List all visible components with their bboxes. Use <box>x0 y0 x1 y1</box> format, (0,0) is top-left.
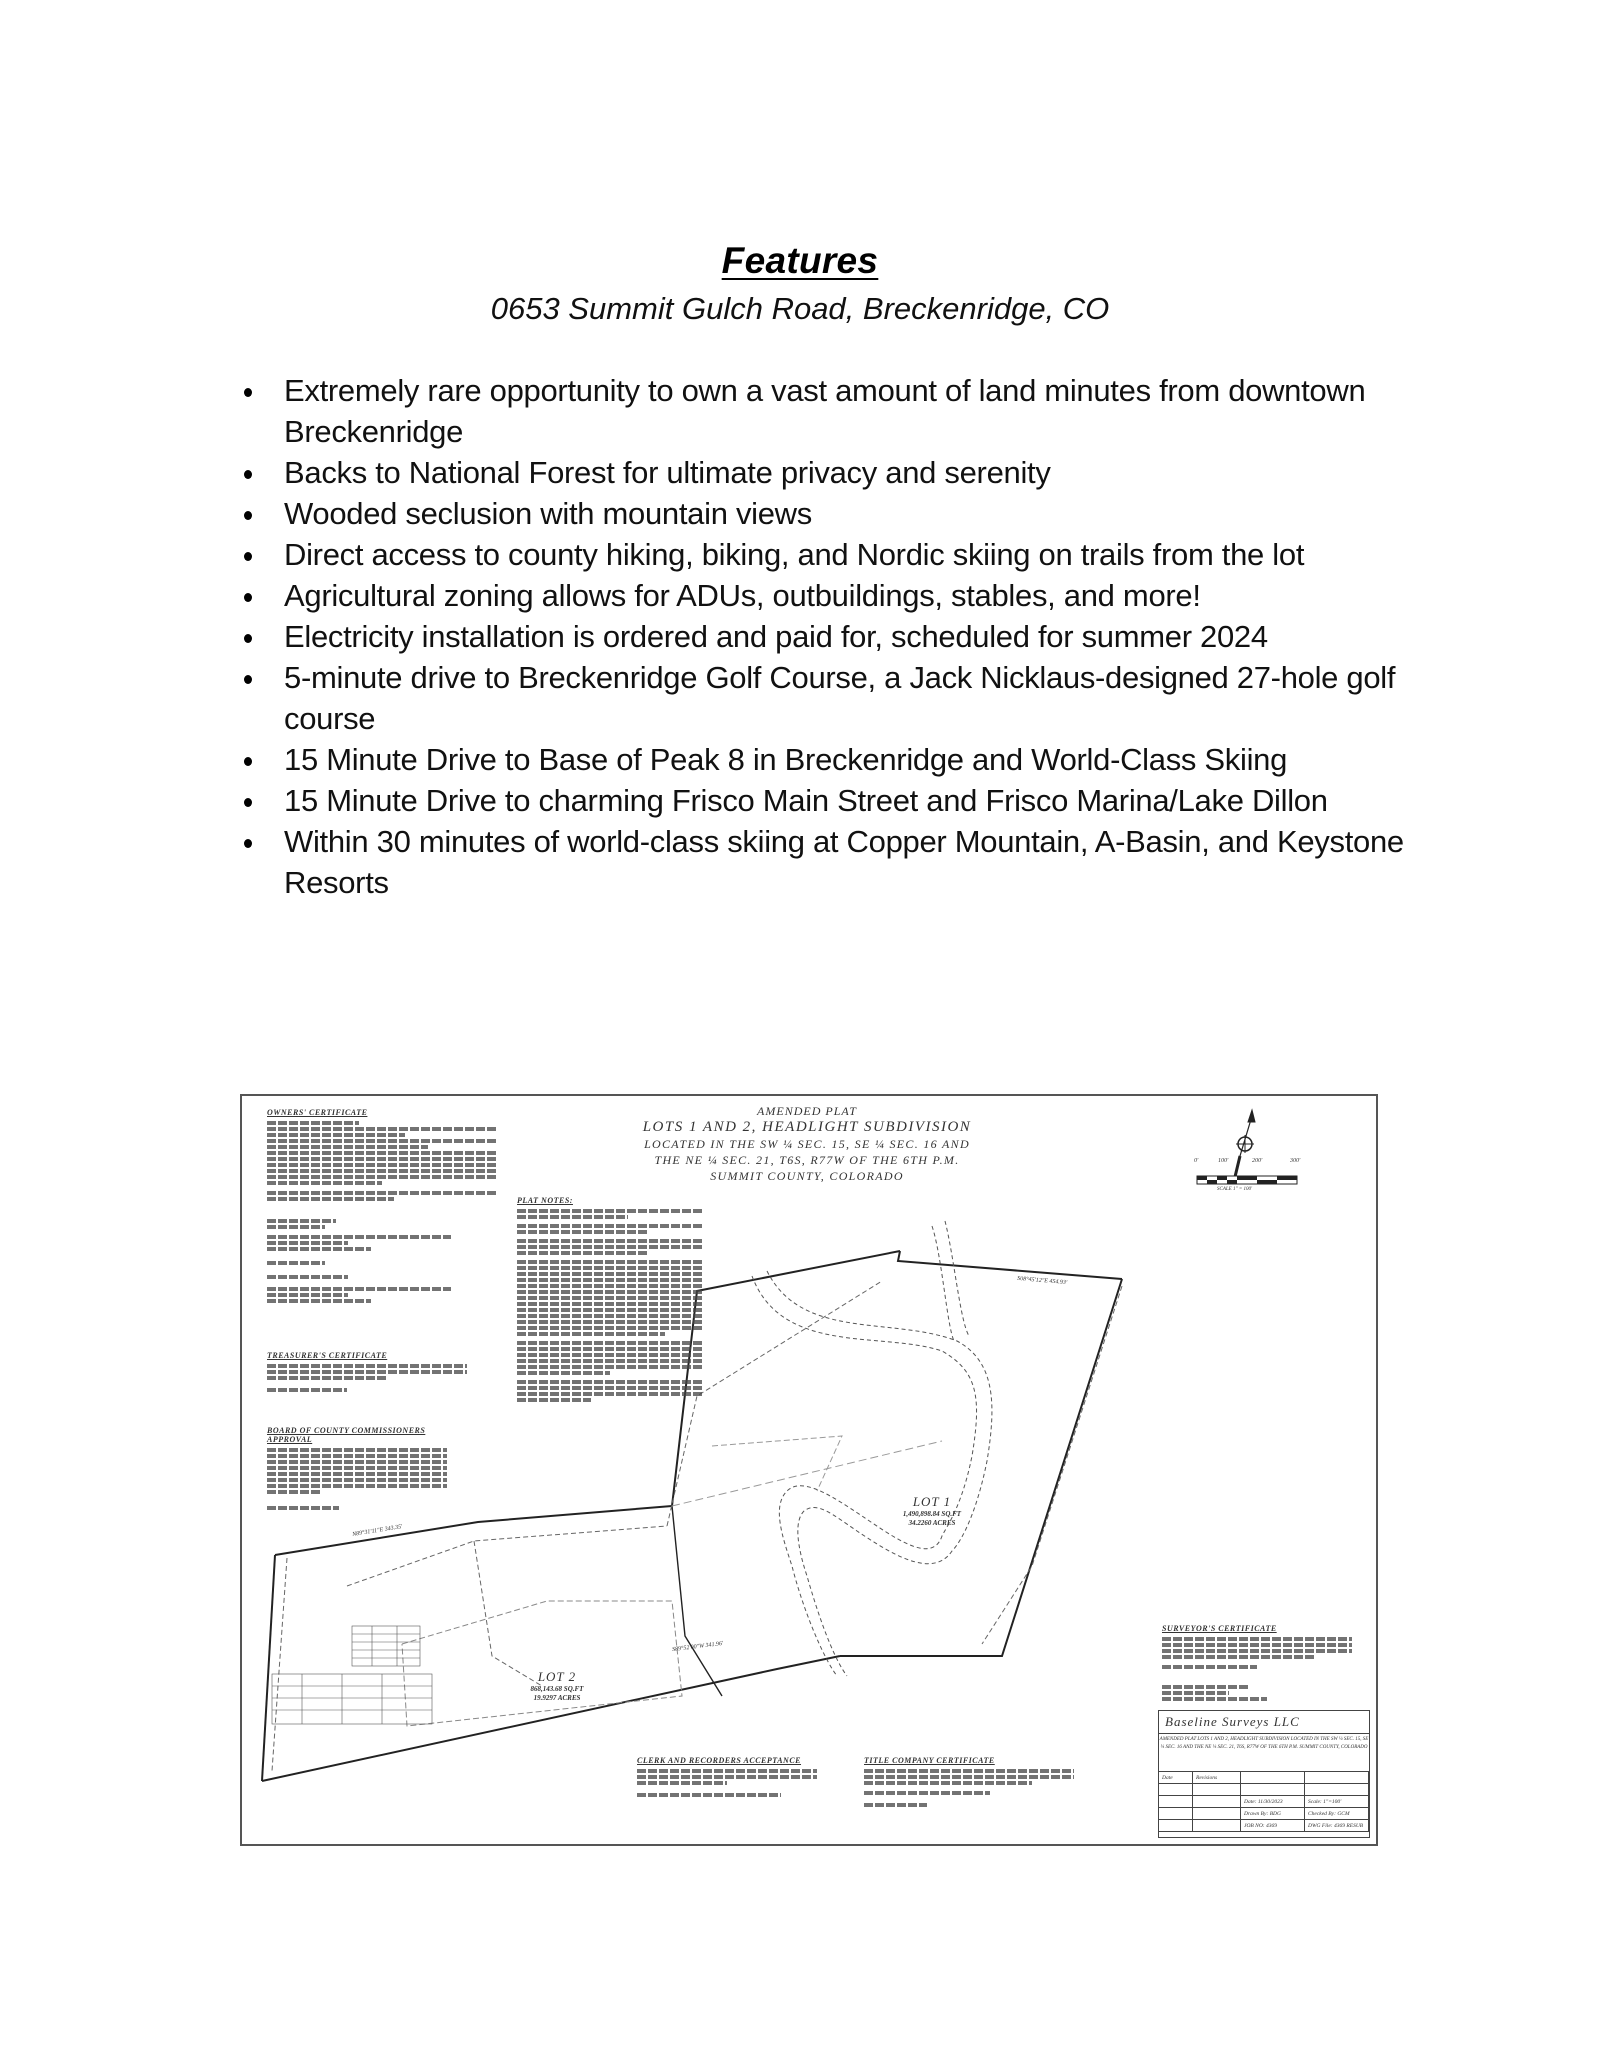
bullet-icon <box>236 370 260 411</box>
bearing-label: S89°52'00"W 341.96' <box>671 1640 724 1654</box>
field-value: GCM <box>1337 1811 1350 1817</box>
feature-item <box>236 821 1416 903</box>
feature-text: Extremely rare opportunity to own a vast amount of land minutes from downtown Breckenridge <box>284 373 1366 449</box>
dwg-file-field: DWG File: 4369 RESUB <box>1305 1820 1369 1832</box>
bullet-icon <box>236 493 260 534</box>
plat-title-line: LOTS 1 AND 2, HEADLIGHT SUBDIVISION <box>642 1119 972 1135</box>
feature-text: Backs to National Forest for ultimate privacy and serenity <box>284 455 1051 490</box>
scale-tick: 100' <box>1218 1158 1229 1164</box>
blank-cell <box>1193 1796 1241 1808</box>
driveway <box>752 1221 992 1676</box>
plat-map <box>240 1094 1378 1846</box>
section-heading: TITLE COMPANY CERTIFICATE <box>864 1756 995 1765</box>
field-label: JOB NO <box>1244 1823 1263 1829</box>
drawn-by-field: Drawn By: BDG <box>1241 1808 1305 1820</box>
page-title: Features <box>721 240 879 281</box>
revisions-header: Revisions <box>1193 1772 1241 1784</box>
feature-text: Within 30 minutes of world-class skiing at Copper Mountain, A-Basin, and Keystone Resorts <box>284 824 1404 900</box>
treasurers-certificate <box>267 1351 467 1394</box>
feature-text: 15 Minute Drive to Base of Peak 8 in Breckenridge and World-Class Skiing <box>284 742 1288 777</box>
field-label: Checked By <box>1308 1811 1335 1817</box>
plat-title-line: SUMMIT COUNTY, COLORADO <box>710 1169 904 1183</box>
scale-tick: 200' <box>1252 1158 1263 1164</box>
blank-cell <box>1159 1808 1193 1820</box>
features-list <box>236 370 1416 903</box>
bullet-icon <box>236 534 260 575</box>
lot-2-label <box>507 1669 607 1703</box>
blank-cell <box>1305 1772 1369 1784</box>
lot-acres: 34.2260 ACRES <box>908 1519 956 1527</box>
bearing-label: S08°45'12"E 454.93' <box>1016 1275 1068 1287</box>
section-heading: BOARD OF COUNTY COMMISSIONERS APPROVAL <box>267 1426 426 1444</box>
feature-item <box>236 616 1416 657</box>
scale-label: SCALE 1" = 100' <box>1217 1187 1253 1192</box>
blank-cell <box>1193 1808 1241 1820</box>
owners-certificate <box>267 1108 497 1305</box>
surveyors-certificate <box>1162 1624 1352 1703</box>
lot-sqft: 868,143.68 SQ.FT <box>530 1685 584 1693</box>
field-label: Scale <box>1308 1799 1320 1805</box>
blank-cell <box>1159 1784 1193 1796</box>
feature-item <box>236 739 1416 780</box>
section-heading: OWNERS' CERTIFICATE <box>267 1108 368 1117</box>
field-value: 4369 <box>1266 1823 1278 1829</box>
envelope-line <box>712 1436 842 1491</box>
feature-item <box>236 575 1416 616</box>
field-value: 11/30/2023 <box>1257 1799 1283 1805</box>
lot-sqft: 1,490,898.84 SQ.FT <box>902 1510 962 1518</box>
section-heading: TREASURER'S CERTIFICATE <box>267 1351 388 1360</box>
feature-text: Wooded seclusion with mountain views <box>284 496 812 531</box>
plat-title-line: LOCATED IN THE SW ¼ SEC. 15, SE ¼ SEC. 16 AND <box>644 1137 970 1151</box>
curve-table <box>272 1626 432 1724</box>
field-label: DWG File <box>1308 1823 1331 1829</box>
scale-field: Scale: 1"=100' <box>1305 1796 1369 1808</box>
clerk-acceptance <box>637 1756 817 1799</box>
field-value: 1"=100' <box>1323 1799 1342 1805</box>
date-header: Date <box>1159 1772 1193 1784</box>
bullet-icon <box>236 739 260 780</box>
date-field: Date: 11/30/2023 <box>1241 1796 1305 1808</box>
scale-bar <box>1197 1176 1297 1184</box>
lot-acres: 19.9297 ACRES <box>533 1694 581 1702</box>
blank-cell <box>1241 1772 1305 1784</box>
feature-text: Electricity installation is ordered and paid for, scheduled for summer 2024 <box>284 619 1268 654</box>
checked-by-field: Checked By: GCM <box>1305 1808 1369 1820</box>
feature-item <box>236 370 1416 452</box>
feature-item <box>236 493 1416 534</box>
blank-cell <box>1241 1784 1305 1796</box>
plat-title <box>582 1104 1032 1184</box>
section-heading: CLERK AND RECORDERS ACCEPTANCE <box>637 1756 802 1765</box>
scale-tick: 0' <box>1194 1158 1199 1164</box>
board-approval <box>267 1426 447 1512</box>
title-block <box>1158 1710 1370 1838</box>
feature-text: 5-minute drive to Breckenridge Golf Course, a Jack Nicklaus-designed 27-hole golf course <box>284 660 1396 736</box>
north-arrow-icon <box>1234 1110 1255 1181</box>
section-heading: SURVEYOR'S CERTIFICATE <box>1162 1624 1277 1633</box>
section-heading: PLAT NOTES: <box>517 1196 573 1205</box>
surveyor-company: Baseline Surveys LLC <box>1165 1714 1300 1729</box>
bullet-icon <box>236 780 260 821</box>
feature-text: Agricultural zoning allows for ADUs, outbuildings, stables, and more! <box>284 578 1201 613</box>
bearing-label: N89°31'11"E 343.35' <box>351 1524 403 1538</box>
plat-title-line: AMENDED PLAT <box>757 1104 857 1118</box>
feature-text: 15 Minute Drive to charming Frisco Main Street and Frisco Marina/Lake Dillon <box>284 783 1328 818</box>
bullet-icon <box>236 452 260 493</box>
job-number-field: JOB NO: 4369 <box>1241 1820 1305 1832</box>
scale-tick: 300' <box>1290 1158 1301 1164</box>
feature-item <box>236 534 1416 575</box>
blank-cell <box>1193 1820 1241 1832</box>
blank-cell <box>1159 1820 1193 1832</box>
field-value: 4369 RESUB <box>1333 1823 1364 1829</box>
bullet-icon <box>236 575 260 616</box>
blank-cell <box>1193 1784 1241 1796</box>
field-label: Date <box>1244 1799 1255 1805</box>
field-value: BDG <box>1269 1811 1281 1817</box>
title-company-certificate <box>864 1756 1074 1809</box>
bullet-icon <box>236 616 260 657</box>
plat-notes <box>517 1196 702 1404</box>
feature-item <box>236 780 1416 821</box>
field-label: Drawn By <box>1244 1811 1267 1817</box>
lot-1-label <box>882 1494 982 1528</box>
title-block-grid <box>1159 1772 1369 1832</box>
feature-item <box>236 452 1416 493</box>
bullet-icon <box>236 821 260 862</box>
lot2-envelope <box>402 1601 682 1726</box>
property-address: 0653 Summit Gulch Road, Breckenridge, CO <box>490 291 1110 326</box>
title-block-description: AMENDED PLAT LOTS 1 AND 2, HEADLIGHT SUBDIVISION LOCATED IN THE SW ¼ SEC. 15, SE ¼ SEC. 16 AND THE NE ¼ SEC. 21, T6S, R77W OF THE 6TH P.M. SUMMIT COUNTY, COLORADO <box>1159 1734 1369 1772</box>
feature-text: Direct access to county hiking, biking, and Nordic skiing on trails from the lot <box>284 537 1305 572</box>
feature-item <box>236 657 1416 739</box>
blank-cell <box>1159 1796 1193 1808</box>
blank-cell <box>1305 1784 1369 1796</box>
lot-name: LOT 1 <box>912 1494 952 1509</box>
bullet-icon <box>236 657 260 698</box>
plat-title-line: THE NE ¼ SEC. 21, T6S, R77W OF THE 6TH P.M. <box>654 1153 960 1167</box>
lot-name: LOT 2 <box>537 1669 577 1684</box>
